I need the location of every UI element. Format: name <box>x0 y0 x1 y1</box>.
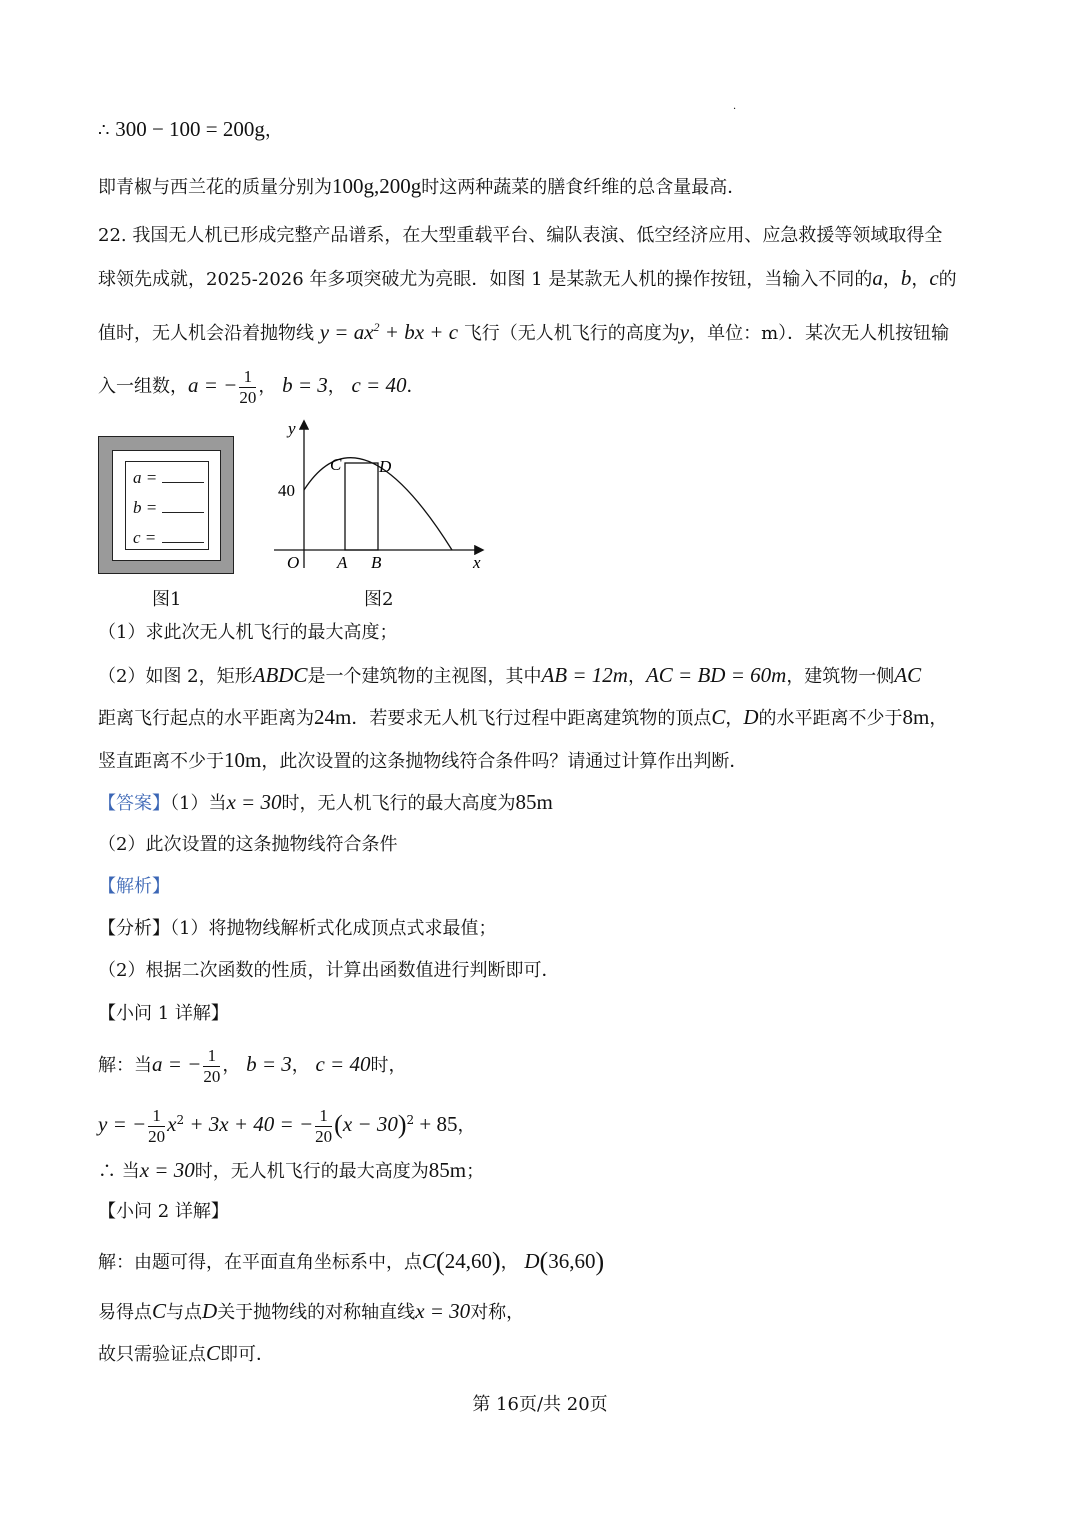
expr-200g: 300 − 100 = 200g <box>115 117 265 141</box>
text: 的 <box>938 269 957 290</box>
sub1-tag: 【小问 1 详解】 <box>98 1003 229 1024</box>
comma: ， <box>264 120 283 141</box>
question-2-line2 <box>98 702 947 734</box>
exponent: 2 <box>176 1113 185 1127</box>
text: 距离飞行起点的水平距离为 <box>98 708 314 729</box>
sub1-conclusion <box>98 1155 484 1187</box>
vertex-form-equation <box>98 1097 475 1149</box>
x-30: x = 30 <box>226 790 282 814</box>
paren-close: ) <box>491 1247 501 1276</box>
fenxi-line1 <box>98 914 496 944</box>
text: 与点 <box>166 1302 203 1323</box>
point-D: D <box>202 1299 218 1323</box>
comma: ， <box>882 269 901 290</box>
question-2-line3 <box>98 745 747 777</box>
period: ． <box>406 376 425 397</box>
comma: ， <box>627 666 646 687</box>
fraction <box>148 1106 165 1147</box>
sub1-line1 <box>98 1041 406 1089</box>
point-C: C <box>206 1341 221 1365</box>
text: ．若要求无人机飞行过程中距离建筑物的顶点 <box>351 708 712 729</box>
input-b-label: b = <box>133 498 158 517</box>
stray-dot: · <box>733 104 737 115</box>
page-footer: 第 16页/共 20页 <box>472 1394 608 1415</box>
input-a-label: a = <box>133 468 158 487</box>
input-b-line <box>162 512 204 513</box>
figure-1-label: 图1 <box>152 589 182 610</box>
eq-part: y = ax <box>319 320 374 344</box>
dist-24m: 24m <box>314 705 352 729</box>
x: x <box>167 1112 177 1136</box>
text: 球领先成就，2025-2026 年多项突破尤为亮眼．如图 1 是某款无人机的操作按钮，当输入不同的 <box>98 269 873 290</box>
label-x: x <box>473 553 481 572</box>
input-a-row <box>133 468 157 488</box>
figure-2-label: 图2 <box>364 589 394 610</box>
text: 时， <box>370 1055 407 1076</box>
text: （2）如图 2，矩形 <box>98 666 253 687</box>
button-inner-panel <box>112 450 221 561</box>
x-30: x = 30 <box>139 1158 195 1182</box>
text: 22. 我国无人机已形成完整产品谱系，在大型重载平台、编队表演、低空经济应用、应急救援等领域取得全 <box>98 225 943 246</box>
axis-x-30: x = 30 <box>415 1299 471 1323</box>
frac-num: 1 <box>315 1106 332 1127</box>
text: 时这两种蔬菜的膳食纤维的总含量最高． <box>421 177 746 198</box>
c-eq: c = 40 <box>351 373 407 397</box>
comma: ， <box>500 1252 519 1273</box>
x-minus-30: x − 30 <box>342 1112 398 1136</box>
input-b-row <box>133 498 157 518</box>
frac-num: 1 <box>239 367 256 388</box>
comma: ， <box>291 1055 310 1076</box>
label-origin: O <box>287 553 300 572</box>
q22-line1 <box>98 221 942 251</box>
d-coordinates: 36,60 <box>548 1249 596 1273</box>
comma: ， <box>457 1115 476 1136</box>
height-85m: 85m <box>428 1158 467 1182</box>
comma: ， <box>327 376 346 397</box>
text: （1）当 <box>170 793 227 814</box>
tick-40: 40 <box>278 481 295 500</box>
frac-den: 20 <box>203 1066 221 1086</box>
text: ∴ 当 <box>98 1161 140 1182</box>
b-eq: b = 3 <box>246 1052 292 1076</box>
text: 易得点 <box>98 1302 152 1323</box>
label-C: C <box>330 455 342 474</box>
label-B: B <box>371 553 382 572</box>
answer-tag: 【答案】 <box>98 793 170 814</box>
question-2-line1 <box>98 660 921 692</box>
input-c-line <box>162 542 204 543</box>
figure-2 <box>270 416 490 576</box>
var-b: b <box>900 266 912 290</box>
parabola-equation <box>320 320 458 344</box>
paren-close: ) <box>397 1110 407 1139</box>
fraction <box>239 367 256 408</box>
comma: ， <box>911 269 930 290</box>
paren-close: ) <box>595 1247 605 1276</box>
text: ，建筑物一侧 <box>786 666 895 687</box>
var-a: a <box>872 266 883 290</box>
comma: ， <box>258 376 277 397</box>
frac-den: 20 <box>315 1126 333 1146</box>
b-eq: b = 3 <box>282 373 328 397</box>
point-D: D <box>524 1249 540 1273</box>
q22-line3 <box>98 312 949 349</box>
line-green-pepper <box>98 171 745 203</box>
fraction <box>203 1046 220 1087</box>
text: 值时，无人机会沿着抛物线 <box>98 323 314 344</box>
text: 即青椒与西兰花的质量分别为 <box>98 177 332 198</box>
height-85m: 85m <box>515 790 553 814</box>
text: 时，无人机飞行的最大高度为 <box>194 1161 429 1182</box>
fenxi-line2 <box>98 956 559 986</box>
fenxi-tag: 【分析】 <box>98 918 170 939</box>
a-eq: a = − <box>152 1052 202 1076</box>
sub2-tag: 【小问 2 详解】 <box>98 1201 229 1222</box>
input-c-row <box>133 528 156 548</box>
point-D: D <box>743 705 759 729</box>
comma: ， <box>929 708 948 729</box>
comma: ， <box>725 708 744 729</box>
q22-line4 <box>98 363 424 409</box>
paren-open: ( <box>436 1247 445 1276</box>
answer-line1 <box>98 787 553 819</box>
text: （2）此次设置的这条抛物线符合条件 <box>98 834 398 855</box>
analysis-tag: 【解析】 <box>98 876 170 897</box>
text: 关于抛物线的对称轴直线 <box>217 1302 416 1323</box>
side-ac: AC <box>894 663 922 687</box>
frac-num: 1 <box>148 1106 165 1127</box>
ab-length: AB = 12m <box>541 663 628 687</box>
c-eq: c = 40 <box>315 1052 371 1076</box>
frac-den: 20 <box>148 1126 166 1146</box>
answer-line2 <box>98 830 397 860</box>
building-rect <box>345 463 378 550</box>
text: 时，无人机飞行的最大高度为 <box>281 793 516 814</box>
text: 对称， <box>470 1302 525 1323</box>
dist-8m: 8m <box>902 705 930 729</box>
text: 竖直距离不少于 <box>98 751 224 772</box>
sub2-line3 <box>98 1338 274 1370</box>
paren-open: ( <box>334 1110 343 1139</box>
text: （2）根据二次函数的性质，计算出函数值进行判断即可． <box>98 960 560 981</box>
label-y: y <box>288 419 296 438</box>
text: ，单位：m）．某次无人机按钮输 <box>689 323 950 344</box>
text: （1）求此次无人机飞行的最大高度； <box>98 622 398 643</box>
text: 解：当 <box>98 1055 152 1076</box>
point-C: C <box>152 1299 167 1323</box>
label-A: A <box>337 553 348 572</box>
button-input-box <box>125 461 209 550</box>
question-1 <box>98 618 397 648</box>
input-a-line <box>162 482 204 483</box>
plus-85: + 85 <box>414 1112 458 1136</box>
exponent: 2 <box>406 1113 415 1127</box>
eq-part: + 3x + 40 = − <box>184 1112 314 1136</box>
text: 的水平距离不少于 <box>758 708 903 729</box>
text: 故只需验证点 <box>98 1344 206 1365</box>
var-c: c <box>929 266 939 290</box>
fraction <box>315 1106 332 1147</box>
text: ； <box>466 1161 485 1182</box>
comma: ， <box>222 1055 241 1076</box>
frac-num: 1 <box>203 1046 220 1067</box>
sub2-line2 <box>98 1296 524 1328</box>
paren-open: ( <box>539 1247 549 1276</box>
sub2-line1 <box>98 1246 604 1278</box>
therefore-sign: ∴ <box>98 120 116 141</box>
text: （1）将抛物线解析式化成顶点式求最值； <box>170 918 497 939</box>
eq-part: + bx + c <box>379 320 459 344</box>
text: 是一个建筑物的主视图，其中 <box>307 666 542 687</box>
text: 飞行（无人机飞行的高度为 <box>463 323 680 344</box>
text: ，此次设置的这条抛物线符合条件吗？请通过计算作出判断． <box>261 751 748 772</box>
a-eq: a = − <box>188 373 238 397</box>
mass-values: 100g,200g <box>332 174 422 198</box>
text: 即可． <box>220 1344 275 1365</box>
dist-10m: 10m <box>224 748 262 772</box>
q22-line2 <box>98 263 957 295</box>
var-y: y <box>679 320 690 344</box>
c-coordinates: 24,60 <box>444 1249 492 1273</box>
point-C: C <box>422 1249 437 1273</box>
text: 入一组数， <box>98 376 188 397</box>
frac-den: 20 <box>239 387 257 407</box>
input-c-label: c = <box>133 528 157 547</box>
exponent: 2 <box>373 320 380 334</box>
label-D: D <box>379 457 392 476</box>
text: 解：由题可得，在平面直角坐标系中，点 <box>98 1252 422 1273</box>
line-300-100 <box>98 114 283 146</box>
rect-name: ABDC <box>252 663 308 687</box>
figure-1 <box>98 436 234 574</box>
ac-length: AC = BD = 60m <box>645 663 787 687</box>
point-C: C <box>711 705 726 729</box>
y-eq: y = − <box>98 1112 147 1136</box>
